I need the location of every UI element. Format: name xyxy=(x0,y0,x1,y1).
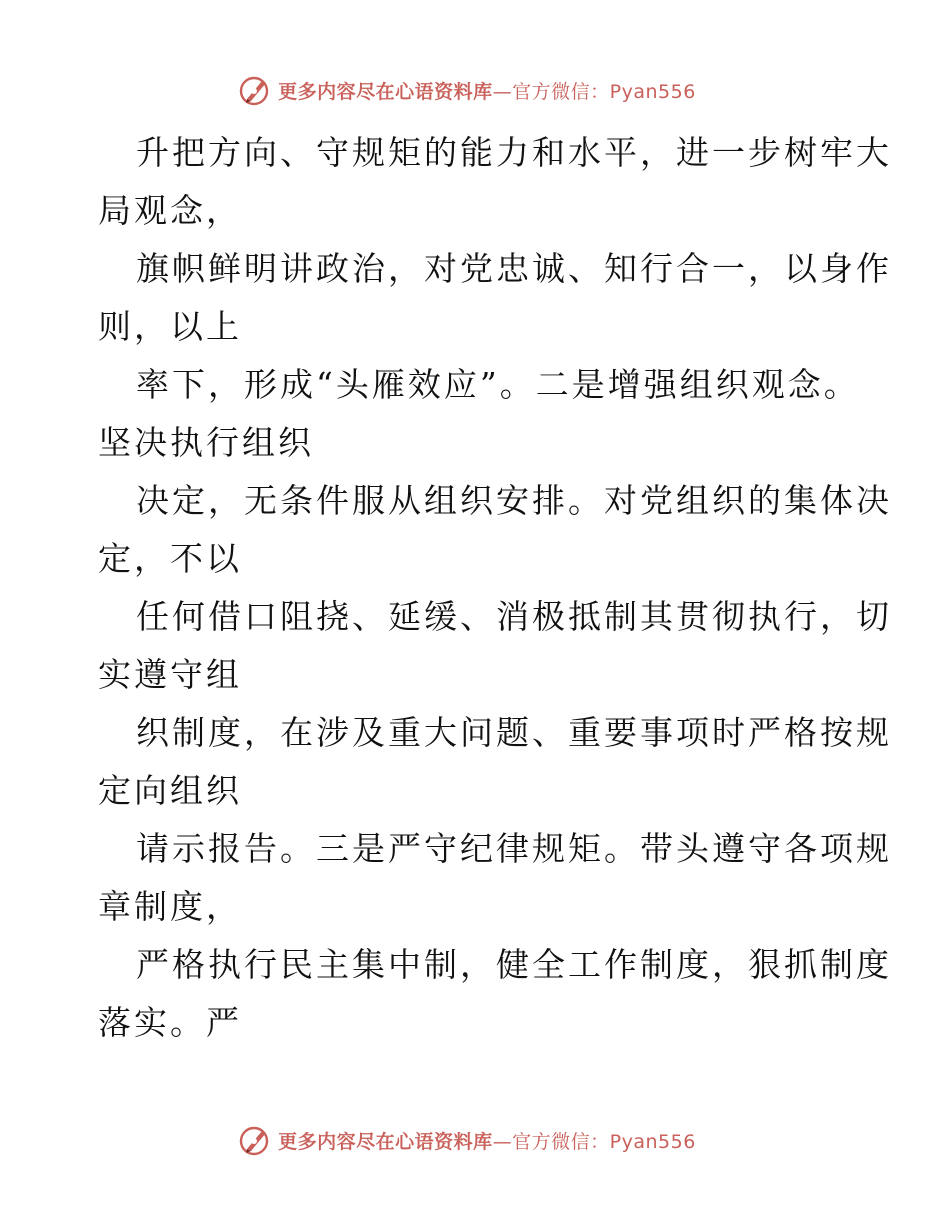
pen-circle-logo-icon xyxy=(238,73,272,107)
header-brand-text: 更多内容尽在心语资料库 xyxy=(278,80,493,103)
footer-banner xyxy=(0,1120,950,1160)
footer-separator: — xyxy=(492,1130,513,1153)
body-line: 请示报告。三是严守纪律规矩。带头遵守各项规 xyxy=(136,829,892,868)
footer-banner-inner xyxy=(238,1123,696,1157)
header-separator: — xyxy=(492,80,513,103)
body-line: 决定，无条件服从组织安排。对党组织的集体决 xyxy=(136,481,892,520)
body-line: 章制度， xyxy=(98,887,242,926)
document-body xyxy=(98,124,892,1052)
body-line: 实遵守组 xyxy=(98,655,242,694)
header-contact-text: 官方微信：Pyan556 xyxy=(512,80,696,103)
body-line: 则，以上 xyxy=(98,307,242,346)
header-banner-inner xyxy=(238,73,696,107)
body-line: 严格执行民主集中制，健全工作制度，狠抓制度 xyxy=(136,945,892,984)
body-line: 定向组织 xyxy=(98,771,242,810)
body-line: 织制度，在涉及重大问题、重要事项时严格按规 xyxy=(136,713,892,752)
body-line: 升把方向、守规矩的能力和水平，进一步树牢大 xyxy=(136,133,892,172)
pen-circle-logo-icon xyxy=(238,1123,272,1157)
footer-contact-text: 官方微信：Pyan556 xyxy=(512,1130,696,1153)
footer-banner-text xyxy=(278,1127,696,1154)
body-line: 率下，形成“头雁效应”。二是增强组织观念。 xyxy=(136,365,860,404)
body-line: 定，不以 xyxy=(98,539,242,578)
header-banner-text xyxy=(278,77,696,104)
body-line: 坚决执行组织 xyxy=(98,423,314,462)
header-banner xyxy=(0,70,950,110)
body-line: 任何借口阻挠、延缓、消极抵制其贯彻执行，切 xyxy=(136,597,892,636)
body-line: 落实。严 xyxy=(98,1003,242,1042)
footer-brand-text: 更多内容尽在心语资料库 xyxy=(278,1130,493,1153)
body-line: 旗帜鲜明讲政治，对党忠诚、知行合一，以身作 xyxy=(136,249,892,288)
body-line: 局观念， xyxy=(98,191,242,230)
